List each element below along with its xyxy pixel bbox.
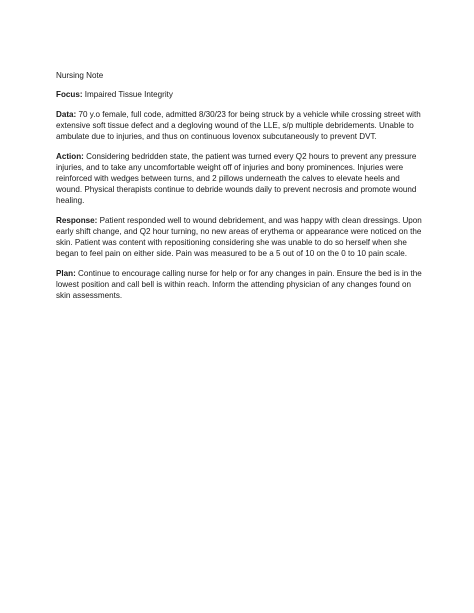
action-label: Action: <box>56 151 84 161</box>
data-text: 70 y.o female, full code, admitted 8/30/23 for being struck by a vehicle while crossing street with extensive soft tissue defect and a degloving wound of the LLE, s/p multiple debridements. Unable to ambulate due to injuries, and thus on continuous lovenox subcutaneously to prevent DVT. <box>56 109 421 142</box>
note-title: Nursing Note <box>56 71 104 80</box>
action-text: Considering bedridden state, the patient was turned every Q2 hours to prevent any pressure injuries, and to take any uncomfortable weight off of injuries and bony prominences. Injuries were reinforced with wedges between turns, and 2 pillows underneath the calves to elevate heels and wound. Physical therapists continue to debride wounds daily to prevent necrosis and promote wound healing. <box>56 151 417 206</box>
focus-section <box>56 89 426 100</box>
data-label: Data: <box>56 109 77 119</box>
response-section <box>56 215 426 260</box>
data-section <box>56 109 426 143</box>
nursing-note <box>56 70 426 310</box>
plan-text: Continue to encourage calling nurse for help or for any changes in pain. Ensure the bed is in the lowest position and call bell is within reach. Inform the attending physician of any changes found on skin assessments. <box>56 268 422 301</box>
focus-label: Focus: <box>56 90 83 100</box>
plan-section <box>56 268 426 302</box>
response-label: Response: <box>56 215 98 225</box>
action-section <box>56 151 426 207</box>
response-text: Patient responded well to wound debridement, and was happy with clean dressings. Upon early shift change, and Q2 hour turning, no new areas of erythema or appearance were noticed on the skin. Patient was content with repositioning considering she was unable to do so herself when she began to feel pain on either side. Pain was measured to be a 5 out of 10 on the 0 to 10 pain scale. <box>56 215 422 259</box>
focus-text: Impaired Tissue Integrity <box>82 90 173 100</box>
plan-label: Plan: <box>56 268 76 278</box>
